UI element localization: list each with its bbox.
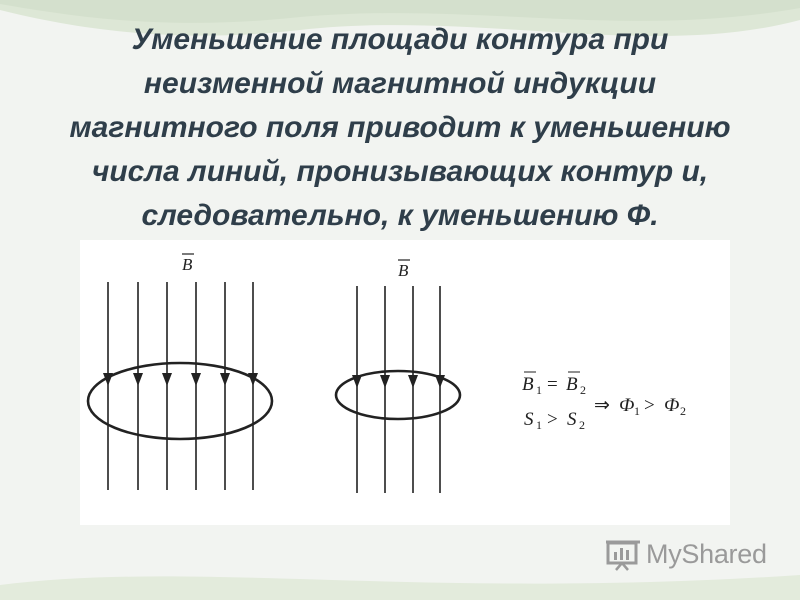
right-arrowhead-2 [380, 375, 390, 388]
right-vector-b-label: B [398, 261, 409, 280]
presentation-board-icon [606, 537, 642, 571]
left-vector-b-label: B [182, 255, 193, 274]
formula-b1-letter: B [522, 374, 534, 395]
right-arrowhead-3 [408, 375, 418, 388]
formula-phi1-sub: 1 [634, 404, 640, 418]
formula-phi2-sub: 2 [680, 404, 686, 418]
left-large-loop-figure [88, 254, 272, 490]
left-arrowhead-2 [133, 373, 143, 386]
left-arrowhead-3 [162, 373, 172, 386]
formula-s2-letter: S [567, 409, 577, 430]
left-arrowhead-5 [220, 373, 230, 386]
logo-text: MyShared [646, 538, 767, 569]
formula-phi1-letter: Ф [619, 395, 635, 416]
left-arrowhead-4 [191, 373, 201, 386]
formula-b2-sub: 2 [580, 383, 586, 397]
formula-greater-s: > [547, 409, 558, 430]
formula-greater-phi: > [644, 395, 655, 416]
formula-s1-sub: 1 [536, 418, 542, 432]
formula-phi2-letter: Ф [664, 395, 680, 416]
title-line-4: числа линий, пронизывающих контур и, [91, 155, 709, 188]
title-line-2: неизменной магнитной индукции [143, 67, 657, 100]
formula-s2-sub: 2 [579, 418, 585, 432]
formula-b1-sub: 1 [536, 383, 542, 397]
right-small-loop-figure [336, 260, 460, 493]
left-contour-ellipse [88, 363, 272, 439]
title-line-3: магнитного поля приводит к уменьшению [69, 111, 731, 144]
myshared-logo [606, 536, 767, 572]
formula-s1-letter: S [524, 409, 534, 430]
formula-equals: = [547, 374, 558, 395]
title-line-5: следовательно, к уменьшению Ф. [141, 199, 659, 232]
right-contour-ellipse [336, 371, 460, 419]
flux-comparison-formula [522, 372, 686, 432]
formula-b2-letter: B [566, 374, 578, 395]
formula-implies: ⇒ [594, 395, 610, 416]
title-line-1: Уменьшение площади контура при [131, 23, 669, 56]
